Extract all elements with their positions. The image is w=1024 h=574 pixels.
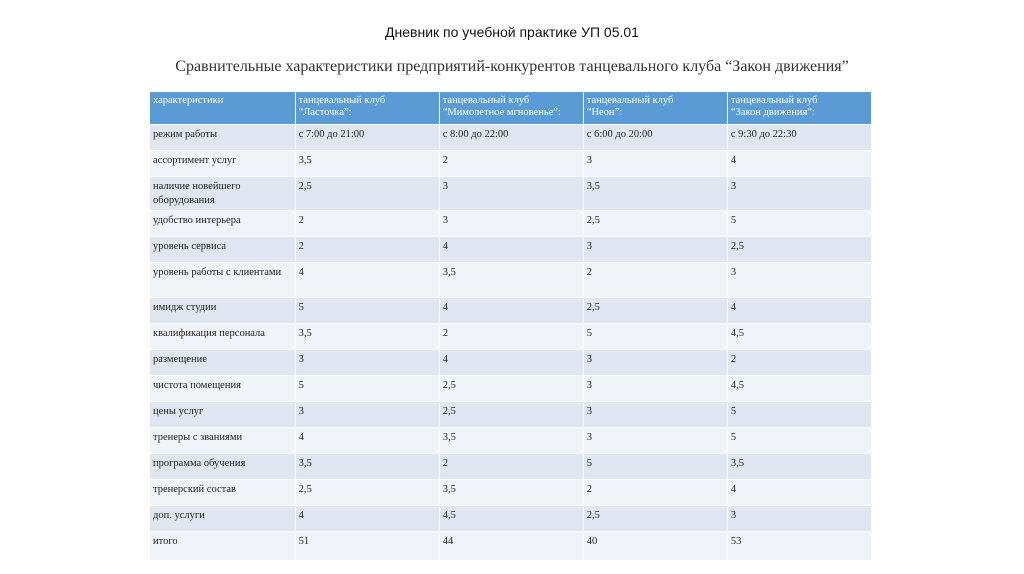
cell-zakon: 2 bbox=[727, 350, 871, 376]
header-characteristics: характеристики bbox=[150, 92, 295, 125]
table-row-total bbox=[150, 532, 872, 560]
cell-lastochka: 51 bbox=[295, 532, 439, 560]
cell-zakon: 4,5 bbox=[727, 324, 871, 350]
cell-zakon: 5 bbox=[727, 402, 871, 428]
table-row bbox=[150, 151, 872, 177]
table-row bbox=[150, 402, 872, 428]
row-label: квалификация персонала bbox=[150, 324, 295, 350]
header-mimoletnoe: танцевальный клуб “Мимолетное мгновенье”: bbox=[439, 92, 583, 125]
cell-lastochka: с 7:00 до 21:00 bbox=[295, 125, 439, 151]
cell-zakon: 5 bbox=[727, 428, 871, 454]
cell-mimoletnoe: 3 bbox=[439, 177, 583, 211]
cell-mimoletnoe: 4,5 bbox=[439, 506, 583, 532]
table-header-row bbox=[150, 92, 872, 125]
cell-zakon: 53 bbox=[727, 532, 871, 560]
cell-zakon: 2,5 bbox=[727, 237, 871, 263]
row-label: ассортимент услуг bbox=[150, 151, 295, 177]
table-row bbox=[150, 263, 872, 298]
cell-mimoletnoe: 2,5 bbox=[439, 402, 583, 428]
cell-lastochka: 3 bbox=[295, 350, 439, 376]
comparison-table bbox=[150, 92, 872, 560]
table-row bbox=[150, 324, 872, 350]
table-row bbox=[150, 298, 872, 324]
cell-lastochka: 2 bbox=[295, 211, 439, 237]
row-label: уровень сервиса bbox=[150, 237, 295, 263]
cell-neon: 2,5 bbox=[583, 506, 727, 532]
cell-zakon: с 9:30 до 22:30 bbox=[727, 125, 871, 151]
cell-mimoletnoe: 4 bbox=[439, 350, 583, 376]
cell-zakon: 3,5 bbox=[727, 454, 871, 480]
cell-neon: 5 bbox=[583, 454, 727, 480]
cell-lastochka: 4 bbox=[295, 428, 439, 454]
cell-lastochka: 3 bbox=[295, 402, 439, 428]
row-label: чистота помещения bbox=[150, 376, 295, 402]
cell-zakon: 3 bbox=[727, 177, 871, 211]
cell-neon: 2 bbox=[583, 263, 727, 298]
header-lastochka: танцевальный клуб “Ласточка”: bbox=[295, 92, 439, 125]
cell-zakon: 4 bbox=[727, 480, 871, 506]
cell-neon: 3 bbox=[583, 237, 727, 263]
cell-mimoletnoe: 2 bbox=[439, 324, 583, 350]
cell-mimoletnoe: 3 bbox=[439, 211, 583, 237]
cell-lastochka: 2,5 bbox=[295, 177, 439, 211]
cell-neon: 40 bbox=[583, 532, 727, 560]
cell-neon: 2 bbox=[583, 480, 727, 506]
cell-lastochka: 4 bbox=[295, 263, 439, 298]
cell-mimoletnoe: 44 bbox=[439, 532, 583, 560]
table-row bbox=[150, 506, 872, 532]
table-row bbox=[150, 125, 872, 151]
cell-neon: 3 bbox=[583, 428, 727, 454]
cell-mimoletnoe: 3,5 bbox=[439, 263, 583, 298]
table-row bbox=[150, 454, 872, 480]
table-row bbox=[150, 211, 872, 237]
row-label: уровень работы с клиентами bbox=[150, 263, 295, 298]
cell-lastochka: 5 bbox=[295, 298, 439, 324]
row-label: цены услуг bbox=[150, 402, 295, 428]
cell-mimoletnoe: 4 bbox=[439, 298, 583, 324]
cell-neon: 3,5 bbox=[583, 177, 727, 211]
document-title: Дневник по учебной практике УП 05.01 bbox=[385, 24, 639, 40]
cell-zakon: 4,5 bbox=[727, 376, 871, 402]
cell-mimoletnoe: 2 bbox=[439, 151, 583, 177]
cell-neon: 3 bbox=[583, 151, 727, 177]
table-row bbox=[150, 376, 872, 402]
row-label: тренерский состав bbox=[150, 480, 295, 506]
cell-neon: 3 bbox=[583, 402, 727, 428]
cell-mimoletnoe: 3,5 bbox=[439, 480, 583, 506]
cell-zakon: 4 bbox=[727, 298, 871, 324]
row-label: удобство интерьера bbox=[150, 211, 295, 237]
row-label: тренеры с званиями bbox=[150, 428, 295, 454]
cell-zakon: 3 bbox=[727, 506, 871, 532]
row-label: программа обучения bbox=[150, 454, 295, 480]
table-row bbox=[150, 237, 872, 263]
row-label: имидж студии bbox=[150, 298, 295, 324]
cell-mimoletnoe: с 8:00 до 22:00 bbox=[439, 125, 583, 151]
cell-neon: 3 bbox=[583, 376, 727, 402]
cell-mimoletnoe: 2 bbox=[439, 454, 583, 480]
cell-lastochka: 2 bbox=[295, 237, 439, 263]
cell-neon: 2,5 bbox=[583, 211, 727, 237]
row-label: наличие новейшего оборудования bbox=[150, 177, 295, 211]
cell-lastochka: 2,5 bbox=[295, 480, 439, 506]
cell-zakon: 5 bbox=[727, 211, 871, 237]
cell-lastochka: 5 bbox=[295, 376, 439, 402]
table-caption: Сравнительные характеристики предприятий-конкурентов танцевального клуба “Закон движения” bbox=[175, 58, 849, 75]
row-label: режим работы bbox=[150, 125, 295, 151]
table-row bbox=[150, 480, 872, 506]
cell-neon: с 6:00 до 20:00 bbox=[583, 125, 727, 151]
cell-lastochka: 3,5 bbox=[295, 454, 439, 480]
cell-mimoletnoe: 3,5 bbox=[439, 428, 583, 454]
cell-neon: 3 bbox=[583, 350, 727, 376]
cell-lastochka: 3,5 bbox=[295, 324, 439, 350]
row-label: размещение bbox=[150, 350, 295, 376]
table-row bbox=[150, 177, 872, 211]
cell-zakon: 3 bbox=[727, 263, 871, 298]
row-label: итого bbox=[150, 532, 295, 560]
cell-neon: 5 bbox=[583, 324, 727, 350]
cell-mimoletnoe: 4 bbox=[439, 237, 583, 263]
row-label: доп. услуги bbox=[150, 506, 295, 532]
cell-lastochka: 4 bbox=[295, 506, 439, 532]
cell-lastochka: 3,5 bbox=[295, 151, 439, 177]
header-zakon-dvizheniya: танцевальный клуб “Закон движения”: bbox=[727, 92, 871, 125]
header-neon: танцевальный клуб “Неон”: bbox=[583, 92, 727, 125]
table-row bbox=[150, 350, 872, 376]
table-row bbox=[150, 428, 872, 454]
cell-zakon: 4 bbox=[727, 151, 871, 177]
cell-neon: 2,5 bbox=[583, 298, 727, 324]
cell-mimoletnoe: 2,5 bbox=[439, 376, 583, 402]
